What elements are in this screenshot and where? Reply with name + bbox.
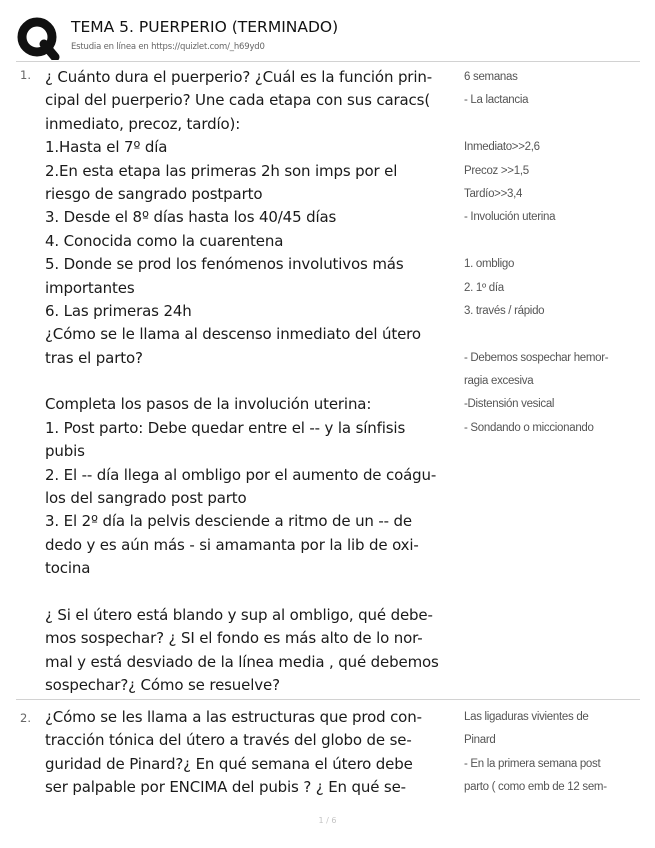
document-source-link[interactable]: Estudia en línea en https://quizlet.com/_h69yd0: [71, 42, 265, 52]
question-line: inmediato, precoz, tardío):: [45, 114, 241, 133]
question-line: riesgo de sangrado postparto: [45, 184, 263, 203]
answer-line: ragia excesiva: [464, 375, 534, 388]
blank-line: [464, 230, 642, 253]
question-line: mal y está desviado de la línea media , qué debemos: [45, 652, 439, 671]
question-line: 1. Post parto: Debe quedar entre el -- y la sínfisis: [45, 418, 406, 437]
answer-line: Las ligaduras vivientes de: [464, 711, 589, 723]
question-line: ¿Cómo se les llama a las estructuras que prod con-: [45, 708, 422, 726]
answer-line: - La lactancia: [464, 94, 529, 107]
question-line: 4. Conocida como la cuarentena: [45, 231, 284, 250]
blank-line: [464, 113, 642, 136]
card-answer: [464, 706, 642, 800]
answer-line: parto ( como emb de 12 sem-: [464, 781, 607, 794]
header-divider: [16, 61, 640, 62]
answer-line: Tardío>>3,4: [464, 187, 523, 200]
blank-line: [45, 581, 459, 604]
answer-line: Pinard: [464, 734, 496, 747]
question-line: 3. El 2º día la pelvis desciende a ritmo de un -- de: [45, 512, 413, 531]
question-line: importantes: [45, 278, 135, 297]
question-line: 1.Hasta el 7º día: [45, 138, 168, 157]
answer-line: 6 semanas: [464, 71, 518, 83]
card-question: [45, 706, 459, 800]
answer-line: 2. 1º día: [464, 281, 504, 294]
question-line: guridad de Pinard?¿ En qué semana el útero debe: [45, 754, 413, 773]
card-question: [45, 66, 459, 698]
question-line: 5. Donde se prod los fenómenos involutivos más: [45, 255, 404, 274]
answer-line: 1. ombligo: [464, 258, 515, 271]
question-line: cipal del puerperio? Une cada etapa con sus caracs(: [45, 91, 431, 110]
question-line: tocina: [45, 559, 91, 578]
question-line: 2.En esta etapa las primeras 2h son imps por el: [45, 161, 398, 180]
answer-line: - Involución uterina: [464, 211, 556, 224]
card-answer: [464, 66, 642, 440]
question-line: ¿ Si el útero está blando y sup al ombligo, qué debe-: [45, 605, 433, 624]
question-line: ¿Cómo se le llama al descenso inmediato del útero: [45, 325, 421, 344]
document-header: [16, 14, 641, 60]
page-number: 1 / 6: [318, 816, 337, 825]
blank-line: [45, 370, 459, 393]
document-title: TEMA 5. PUERPERIO (TERMINADO): [71, 18, 339, 36]
answer-line: - En la primera semana post: [464, 757, 601, 770]
question-line: los del sangrado post parto: [45, 489, 247, 508]
answer-line: Inmediato>>2,6: [464, 141, 540, 154]
blank-line: [464, 323, 642, 346]
question-line: dedo y es aún más - si amamanta por la lib de oxi-: [45, 535, 419, 554]
answer-line: - Debemos sospechar hemor-: [464, 351, 609, 364]
question-line: mos sospechar? ¿ SI el fondo es más alto de lo nor-: [45, 629, 423, 648]
card-number: 2.: [20, 711, 31, 725]
answer-line: - Sondando o miccionando: [464, 421, 594, 434]
question-line: ser palpable por ENCIMA del pubis ? ¿ En qué se-: [45, 778, 406, 797]
quizlet-logo-icon: [16, 16, 60, 60]
card-number: 1.: [20, 68, 31, 82]
question-line: 2. El -- día llega al ombligo por el aumento de coágu-: [45, 465, 437, 484]
question-line: ¿ Cuánto dura el puerperio? ¿Cuál es la función prin-: [45, 68, 432, 86]
question-line: sospechar?¿ Cómo se resuelve?: [45, 676, 280, 695]
answer-line: Precoz >>1,5: [464, 164, 529, 177]
answer-line: -Distensión vesical: [464, 398, 555, 411]
answer-line: 3. través / rápido: [464, 304, 545, 317]
question-line: 6. Las primeras 24h: [45, 301, 192, 320]
card-divider: [16, 699, 640, 700]
question-line: 3. Desde el 8º días hasta los 40/45 días: [45, 208, 337, 227]
question-line: pubis: [45, 442, 85, 461]
question-line: tracción tónica del útero a través del globo de se-: [45, 731, 412, 750]
question-line: tras el parto?: [45, 348, 143, 367]
question-line: Completa los pasos de la involución uterina:: [45, 395, 372, 414]
